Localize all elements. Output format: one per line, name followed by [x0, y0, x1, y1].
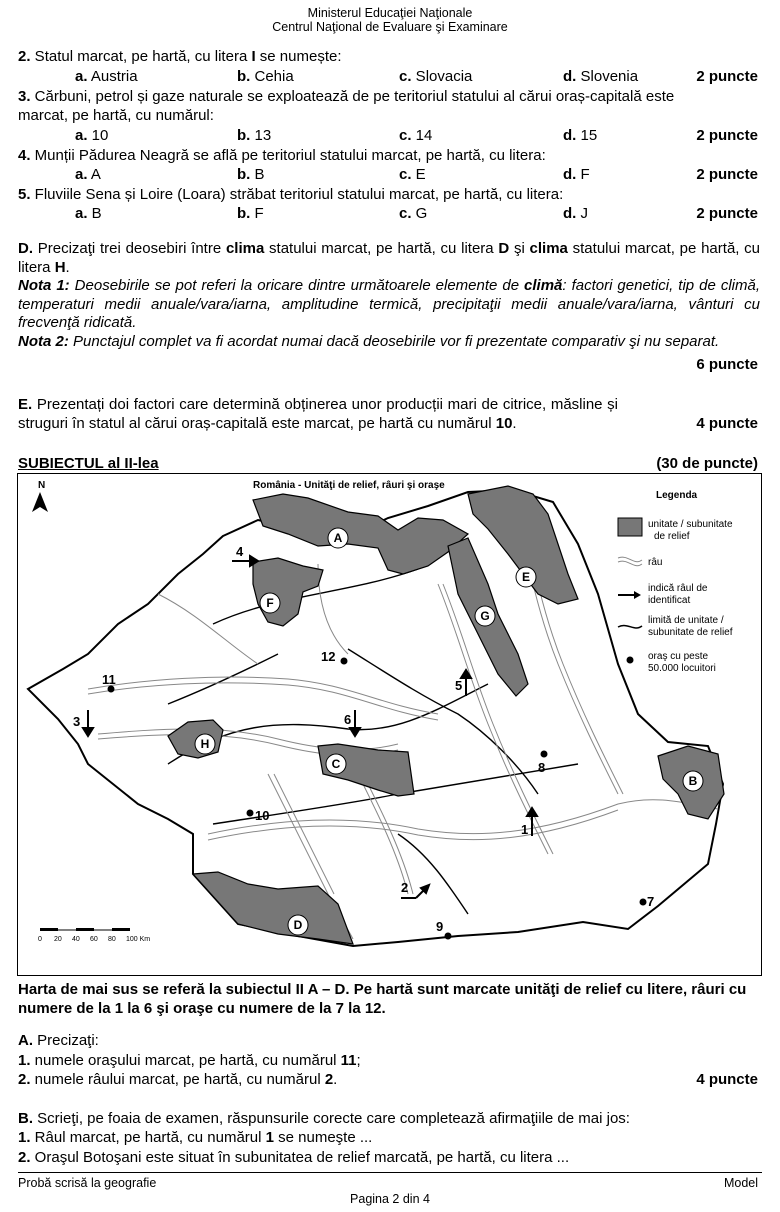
- section-b-item-1: 1. Râul marcat, pe hartă, cu numărul 1 se numeşte ...: [18, 1129, 373, 1146]
- scale-60: 60: [90, 936, 98, 943]
- label-e: E: [521, 570, 531, 584]
- option-d: d. J: [563, 205, 589, 222]
- points: 2 puncte: [696, 127, 758, 144]
- subject-points: (30 de puncte): [656, 455, 758, 472]
- river-4: 4: [236, 544, 244, 559]
- legend-unit: unitate / subunitate: [648, 519, 733, 530]
- city-10: 10: [255, 808, 270, 823]
- points: 4 puncte: [696, 1071, 758, 1088]
- map-svg: [18, 474, 761, 975]
- option-b: b. F: [237, 205, 264, 222]
- city-7: 7: [647, 894, 655, 909]
- question-3-line2: marcat, pe hartă, cu numărul:: [18, 107, 214, 124]
- city-12: 12: [321, 649, 336, 664]
- option-d: d. 15: [563, 127, 598, 144]
- city-11: 11: [102, 672, 116, 687]
- footer-left: Probă scrisă la geografie: [18, 1176, 157, 1190]
- city-8: 8: [538, 760, 546, 775]
- scale-40: 40: [72, 936, 80, 943]
- river-3: 3: [73, 714, 81, 729]
- scale-100: 100 Km: [126, 936, 151, 943]
- scale-80: 80: [108, 936, 116, 943]
- legend-title: Legenda: [656, 490, 698, 501]
- ministry-name: Ministerul Educaţiei Naţionale: [307, 6, 473, 20]
- map-caption: Harta de mai sus se referă la subiectul II A – D. Pe hartă sunt marcate unităţi de relief cu litere, râuri cu numere de la 1 la 6 şi oraşe cu numere de la 7 la 12.: [18, 981, 747, 1017]
- river-1: 1: [521, 822, 529, 837]
- legend-river: râu: [648, 557, 663, 568]
- option-a: a. 10: [75, 127, 109, 144]
- subject-title: SUBIECTUL al II-lea: [18, 455, 159, 472]
- page-header: [0, 6, 780, 34]
- option-c: c. Slovacia: [399, 68, 473, 85]
- question-2: 2. Statul marcat, pe hartă, cu litera I se numește:: [18, 48, 342, 65]
- question-3: 3. Cărbuni, petrol și gaze naturale se exploatează de pe teritoriul statului al cărui oraș-capitală este: [18, 88, 675, 105]
- north-label: N: [38, 480, 46, 491]
- label-a: A: [333, 531, 343, 545]
- country-outline: [28, 490, 723, 946]
- option-a: a. Austria: [75, 68, 138, 85]
- points: 6 puncte: [696, 356, 758, 373]
- option-b: b. B: [237, 166, 265, 183]
- option-c: c. E: [399, 166, 426, 183]
- option-c: c. 14: [399, 127, 433, 144]
- footer-divider: [18, 1172, 762, 1173]
- question-5: 5. Fluviile Sena și Loire (Loara) străbat teritoriul statului marcat, pe hartă, cu litera:: [18, 186, 564, 203]
- legend-city-line2: 50.000 locuitori: [648, 663, 716, 674]
- north-arrow-icon: [32, 480, 48, 512]
- points: 4 puncte: [696, 415, 758, 432]
- scale-20: 20: [54, 936, 62, 943]
- label-b: B: [688, 774, 698, 788]
- section-b: B. Scrieţi, pe foaia de examen, răspunsurile corecte care completează afirmaţiile de mai jos:: [18, 1110, 630, 1127]
- points: 2 puncte: [696, 166, 758, 183]
- option-b: b. Cehia: [237, 68, 294, 85]
- option-a: a. A: [75, 166, 101, 183]
- legend-unit2: de relief: [654, 531, 690, 542]
- section-a-item-2: 2. numele râului marcat, pe hartă, cu numărul 2.: [18, 1071, 338, 1088]
- legend-limit-line2: subunitate de relief: [648, 627, 733, 638]
- map-legend: [618, 490, 733, 674]
- option-c: c. G: [399, 205, 428, 222]
- section-a-item-1: 1. numele oraşului marcat, pe hartă, cu numărul 11;: [18, 1052, 361, 1069]
- section-e: E. Prezentați doi factori care determină obținerea unor producții mari de citrice, măsline și struguri în statul al cărui oraș-capitală este marcat, pe hartă cu numărul 10.: [18, 396, 618, 432]
- legend-arrow-line2: identificat: [648, 595, 691, 606]
- page-number: Pagina 2 din 4: [350, 1192, 430, 1206]
- points: 2 puncte: [696, 68, 758, 85]
- option-b: b. 13: [237, 127, 272, 144]
- river-5: 5: [455, 678, 463, 693]
- romania-map: [17, 473, 762, 976]
- label-h: H: [200, 737, 210, 751]
- city-9: 9: [436, 919, 444, 934]
- legend-limit-line1: limită de unitate /: [648, 615, 724, 626]
- section-d: D. Precizaţi trei deosebiri între clima statului marcat, pe hartă, cu litera D şi clima statului marcat, pe hartă, cu litera H. Nota 1: Deosebirile se pot referi la oricare dintre următoarele elemente de climă: factori genetici, tip de climă, temperaturi medii anuale/vara/iarna, amplitudine termică, precipitaţii medii anuale/vara/iarna, vânturi cu frecvenţă ridicată. Nota 2: Punctajul complet va fi acordat numai dacă deosebirile vor fi prezentate comparativ şi nu separat.: [18, 240, 761, 350]
- option-a: a. B: [75, 205, 102, 222]
- section-b-item-2: 2. Oraşul Botoşani este situat în subunitatea de relief marcată, pe hartă, cu litera ...: [18, 1149, 570, 1166]
- section-a: A. Precizaţi:: [18, 1032, 99, 1049]
- label-f: F: [266, 596, 274, 610]
- points: 2 puncte: [696, 205, 758, 222]
- map-title: România - Unităţi de relief, râuri şi oraşe: [253, 480, 445, 491]
- label-g: G: [480, 609, 490, 623]
- scale-0: 0: [38, 936, 42, 943]
- label-c: C: [331, 757, 341, 771]
- option-d: d. Slovenia: [563, 68, 639, 85]
- river-6: 6: [344, 712, 352, 727]
- center-name: Centrul Naţional de Evaluare şi Examinare: [272, 20, 508, 34]
- legend-city-line1: oraş cu peste: [648, 651, 709, 662]
- option-d: d. F: [563, 166, 590, 183]
- map-scale: [38, 928, 150, 943]
- legend-arrow-line1: indică râul de: [648, 583, 708, 594]
- question-4: 4. Munții Pădurea Neagră se află pe teritoriul statului marcat, pe hartă, cu litera:: [18, 147, 546, 164]
- footer-right: Model: [723, 1176, 758, 1190]
- label-d: D: [293, 918, 303, 932]
- river-2: 2: [401, 880, 409, 895]
